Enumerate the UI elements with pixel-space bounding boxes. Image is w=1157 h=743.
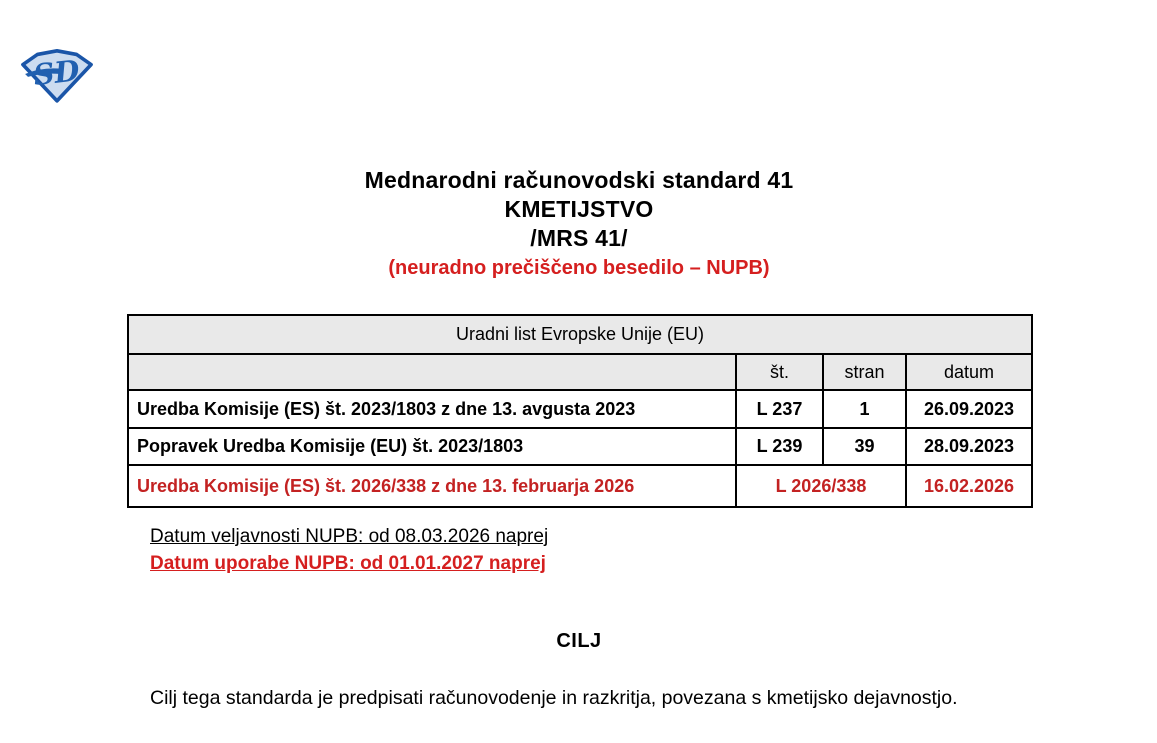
document-page	[127, 0, 1031, 715]
journal-number-cell: L 237	[736, 390, 823, 428]
date-cell: 28.09.2023	[906, 428, 1032, 465]
section-heading-cilj: CILJ	[556, 630, 602, 652]
validity-date-line: Datum veljavnosti NUPB: od 08.03.2026 naprej	[150, 526, 549, 547]
logo-letters: SD	[31, 53, 82, 93]
table-caption-cell: Uradni list Evropske Unije (EU)	[128, 315, 1032, 354]
shield-icon	[19, 45, 95, 103]
table-caption-row	[128, 315, 1032, 354]
regulation-desc-cell: Uredba Komisije (ES) št. 2023/1803 z dne 13. avgusta 2023	[128, 390, 736, 428]
page-cell: 1	[823, 390, 906, 428]
table-row	[128, 390, 1032, 428]
header-date-cell: datum	[906, 354, 1032, 390]
date-cell: 16.02.2026	[906, 465, 1032, 507]
header-empty-cell	[128, 354, 736, 390]
table-header-row	[128, 354, 1032, 390]
objective-paragraph: Cilj tega standarda je predpisati računovodenje in razkritja, povezana s kmetijsko dejavnostjo.	[150, 687, 958, 709]
validity-block	[150, 523, 1031, 577]
title-line-3: /MRS 41/	[530, 225, 628, 251]
sd-shield-logo	[19, 45, 95, 103]
table-row-highlighted	[128, 465, 1032, 507]
journal-number-cell: L 239	[736, 428, 823, 465]
header-page-cell: stran	[823, 354, 906, 390]
regulation-desc-cell: Uredba Komisije (ES) št. 2026/338 z dne 13. februarja 2026	[128, 465, 736, 507]
page-cell: 39	[823, 428, 906, 465]
official-journal-table	[127, 314, 1033, 508]
title-line-2: KMETIJSTVO	[504, 196, 654, 222]
title-line-1: Mednarodni računovodski standard 41	[364, 167, 794, 193]
table-row	[128, 428, 1032, 465]
regulation-desc-cell: Popravek Uredba Komisije (EU) št. 2023/1803	[128, 428, 736, 465]
application-date-line: Datum uporabe NUPB: od 01.01.2027 naprej	[150, 553, 546, 574]
date-cell: 26.09.2023	[906, 390, 1032, 428]
header-number-cell: št.	[736, 354, 823, 390]
document-title-block	[127, 166, 1031, 283]
title-subtitle-nupb: (neuradno prečiščeno besedilo – NUPB)	[388, 257, 770, 279]
journal-number-page-cell: L 2026/338	[736, 465, 906, 507]
